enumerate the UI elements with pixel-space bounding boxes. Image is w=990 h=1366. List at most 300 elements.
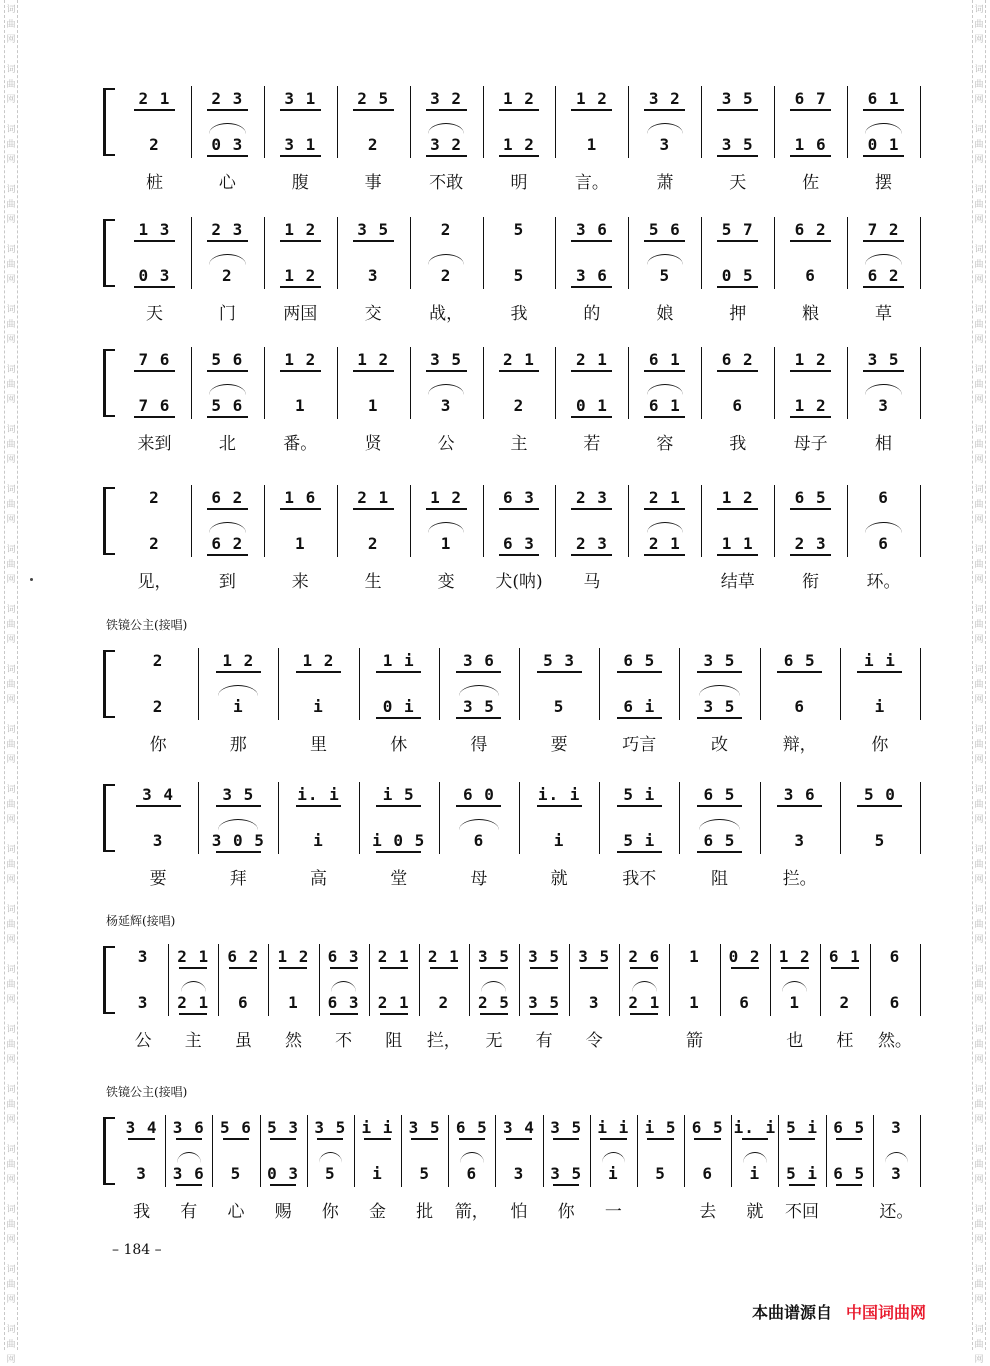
lyric-syllable: 箭 [685,1031,703,1051]
eighth-note-beam [280,508,321,510]
watermark-glyph: 网 [974,35,984,45]
upper-measure-notes: 6 2 [794,219,827,239]
upper-measure-notes: 1 2 [284,219,317,239]
bar-line [701,485,702,557]
lyric-syllable: 衔 [802,572,820,592]
watermark-glyph: 网 [974,995,984,1005]
eighth-note-beam [353,240,394,242]
bar-line [569,944,570,1016]
upper-measure-notes: 2 [152,650,164,670]
lyric-syllable: 拜 [229,869,247,889]
lyric-syllable: 得 [470,735,488,755]
watermark-glyph: 曲 [6,140,16,150]
lower-measure-notes: 5 [324,1163,336,1183]
slur-mark [218,819,258,830]
lyric-syllable: 我不 [622,869,657,889]
bar-line [469,944,470,1016]
bar-line [847,86,848,158]
eighth-note-beam [697,717,742,719]
watermark-glyph: 词 [6,665,16,675]
eighth-note-beam [717,240,758,242]
watermark-glyph: 网 [6,755,16,765]
lyric-syllable: 环。 [866,572,901,592]
upper-measure-notes: 1 3 [138,219,171,239]
slur-mark [481,981,506,992]
lower-measure-notes: 3 0 5 [211,830,265,850]
lyric-syllable: 枉 [836,1031,854,1051]
slur-mark [865,384,901,395]
eighth-note-beam [644,508,685,510]
watermark-glyph: 曲 [974,680,984,690]
eighth-note-beam [571,370,612,372]
eighth-note-beam [553,1184,579,1186]
watermark-glyph: 词 [6,185,16,195]
eighth-note-beam [644,370,685,372]
bar-line [218,944,219,1016]
lower-voice-row [100,263,920,287]
slur-mark [209,254,245,265]
eighth-note-beam [863,240,904,242]
upper-measure-notes: 3 5 [408,1117,441,1137]
eighth-note-beam [411,1138,437,1140]
eighth-note-beam [296,671,341,673]
watermark-glyph: 网 [6,1055,16,1065]
eighth-note-beam [480,967,508,969]
watermark-glyph: 网 [974,1295,984,1305]
lyric-syllable: 相 [875,434,893,454]
upper-measure-notes: 3 5 [314,1117,347,1137]
lyric-syllable: 天 [729,173,747,193]
lower-measure-notes: 6 i [623,696,656,716]
lower-measure-notes: 3 5 [550,1163,583,1183]
lyric-syllable: 我 [510,304,528,324]
eighth-note-beam [600,1138,626,1140]
eighth-note-beam [617,805,662,807]
lower-measure-notes: 0 3 [138,265,171,285]
watermark-glyph: 网 [6,335,16,345]
lyric-syllable: 要 [149,869,167,889]
watermark-glyph: 曲 [974,1280,984,1290]
eighth-note-beam [836,1138,862,1140]
watermark-glyph: 曲 [6,440,16,450]
eighth-note-beam [207,155,248,157]
upper-measure-notes: 5 [513,219,525,239]
slur-mark [209,522,245,533]
lower-measure-notes: 2 3 [575,533,608,553]
lower-measure-notes: 5 i [786,1163,818,1183]
bar-line [920,86,921,158]
eighth-note-beam [136,805,181,807]
lyric-syllable: 的 [583,304,601,324]
lower-measure-notes: i [608,1163,619,1183]
watermark-glyph: 曲 [974,1340,984,1350]
eighth-note-beam [279,967,307,969]
watermark-glyph: 网 [974,1235,984,1245]
watermark-glyph: 词 [6,1325,16,1335]
lyric-syllable: 要 [550,735,568,755]
watermark-glyph: 网 [6,95,16,105]
watermark-glyph: 词 [6,65,16,75]
lower-measure-notes: 2 [513,395,525,415]
bar-line [920,944,921,1016]
lyric-syllable: 主 [510,434,528,454]
eighth-note-beam [499,370,540,372]
eighth-note-beam [456,805,501,807]
bar-line [410,485,411,557]
eighth-note-beam [789,1184,815,1186]
lower-measure-notes: 2 [438,992,450,1012]
bar-line [628,485,629,557]
upper-measure-notes: 3 6 [575,219,608,239]
lyric-syllable: 一 [604,1202,622,1222]
lower-measure-notes: 2 [149,533,160,553]
source-credit[interactable] [752,1300,926,1323]
slur-mark [181,981,206,992]
eighth-note-beam [717,286,758,288]
watermark-glyph: 曲 [6,200,16,210]
upper-measure-notes: 2 1 [648,487,681,507]
lyric-syllable: 心 [227,1202,245,1222]
slur-mark [865,254,901,265]
lower-measure-notes: 5 i [623,830,656,850]
watermark-glyph: 曲 [974,260,984,270]
watermark-glyph: 词 [6,725,16,735]
bar-line [191,485,192,557]
upper-measure-notes: 5 6 [219,1117,252,1137]
upper-measure-notes: 3 [137,946,149,966]
bar-line [731,1115,732,1187]
lyric-syllable: 赐 [274,1202,292,1222]
bar-line [359,648,360,720]
watermark-glyph: 曲 [974,800,984,810]
lower-measure-notes: 2 [440,265,452,285]
lower-measure-notes: 3 [659,134,671,154]
bar-line [354,1115,355,1187]
eighth-note-beam [537,671,582,673]
eighth-note-beam [426,508,467,510]
watermark-glyph: 词 [974,1265,984,1275]
bar-line [191,347,192,419]
eighth-note-beam [380,967,408,969]
lower-measure-notes: 3 [513,1163,525,1183]
watermark-glyph: 网 [6,575,16,585]
bar-line [483,485,484,557]
eighth-note-beam [742,1138,768,1140]
eighth-note-beam [207,416,248,418]
watermark-glyph: 曲 [6,920,16,930]
lower-measure-notes: 0 1 [575,395,608,415]
lyric-syllable: 母 [470,869,488,889]
eighth-note-beam [831,967,859,969]
watermark-glyph: 网 [974,815,984,825]
bar-line [555,347,556,419]
watermark-glyph: 词 [974,1325,984,1335]
lower-measure-notes: 0 3 [267,1163,300,1183]
lyric-syllable: 见， [137,572,172,592]
eighth-note-beam [430,967,458,969]
upper-measure-notes: 3 4 [503,1117,535,1137]
watermark-glyph: 曲 [6,560,16,570]
eighth-note-beam [216,805,261,807]
lower-measure-notes: 3 5 [462,696,495,716]
eighth-note-beam [426,370,467,372]
upper-measure-notes: 2 6 [628,946,661,966]
stray-dot [30,578,33,581]
upper-measure-notes: 2 3 [211,219,244,239]
lyric-syllable: 马 [583,572,601,592]
upper-measure-notes: 6 7 [794,88,827,108]
watermark-glyph: 网 [6,995,16,1005]
watermark-glyph: 曲 [974,920,984,930]
bar-line [920,217,921,289]
slur-mark [428,384,464,395]
upper-measure-notes: 2 1 [377,946,410,966]
lower-measure-notes: 2 [149,134,160,154]
watermark-glyph: 曲 [974,1040,984,1050]
lower-measure-notes: 1 [789,992,800,1012]
lower-measure-notes: 2 [222,265,233,285]
lyric-syllable: 你 [871,735,889,755]
upper-measure-notes: 1 2 [794,349,827,369]
watermark-glyph: 词 [974,305,984,315]
watermark-glyph: 词 [974,245,984,255]
watermark-glyph: 词 [974,665,984,675]
bar-line [410,217,411,289]
eighth-note-beam [617,671,662,673]
watermark-glyph: 曲 [6,20,16,30]
upper-measure-notes: 3 4 [142,784,175,804]
eighth-note-beam [790,370,831,372]
lower-measure-notes: 0 1 [867,134,900,154]
lyric-syllable: 批 [416,1202,434,1222]
lower-measure-notes: 3 5 [721,134,754,154]
watermark-glyph: 词 [6,485,16,495]
slur-mark [209,123,245,134]
watermark-glyph: 网 [974,335,984,345]
upper-measure-notes: 3 5 [703,650,736,670]
bar-line [419,944,420,1016]
lower-measure-notes: i [553,830,565,850]
lyric-syllable: 来到 [137,434,172,454]
bar-line [720,944,721,1016]
upper-voice-row [100,1115,920,1139]
watermark-glyph: 网 [6,1355,16,1365]
watermark-glyph: 词 [6,305,16,315]
bar-line [519,782,520,854]
upper-voice-row [100,217,920,241]
lyric-syllable: 阻 [385,1031,403,1051]
upper-measure-notes: 1 2 [302,650,335,670]
bar-line [774,485,775,557]
lower-measure-notes: 1 [586,134,598,154]
bar-line [448,1115,449,1187]
bar-line [628,217,629,289]
bar-line [920,782,921,854]
watermark-glyph: 曲 [974,500,984,510]
bar-line [264,86,265,158]
watermark-glyph: 网 [974,755,984,765]
upper-measure-notes: 3 5 [528,946,561,966]
watermark-glyph: 词 [974,185,984,195]
watermark-glyph: 词 [974,5,984,15]
lower-measure-notes: 6 2 [867,265,900,285]
lyric-syllable: 公 [134,1031,152,1051]
lower-measure-notes: 6 5 [703,830,736,850]
lyric-syllable: 到 [218,572,236,592]
upper-measure-notes: 7 6 [138,349,171,369]
bar-line [873,1115,874,1187]
lyric-syllable: 辩， [782,735,817,755]
lower-measure-notes: 6 [466,1163,478,1183]
role-label: 铁镜公主(接唱) [106,618,188,632]
score-system [100,347,920,459]
lower-measure-notes: 6 [889,992,901,1012]
watermark-glyph: 网 [6,455,16,465]
bar-line [679,782,680,854]
eighth-note-beam [790,554,831,556]
eighth-note-beam [216,671,261,673]
lower-measure-notes: 6 [878,533,889,553]
eighth-note-beam [644,109,685,111]
watermark-glyph: 曲 [6,380,16,390]
bar-line [439,782,440,854]
eighth-note-beam [863,109,904,111]
lyric-syllable: 虽 [234,1031,252,1051]
upper-measure-notes: 2 [440,219,452,239]
lyric-syllable: 巧言 [622,735,657,755]
page-number: – 184 – [112,1242,162,1258]
bar-line [337,347,338,419]
upper-measure-notes: 2 3 [575,487,608,507]
watermark-glyph: 词 [6,1085,16,1095]
lower-measure-notes: 5 [659,265,671,285]
upper-measure-notes: 3 5 [357,219,390,239]
lyric-syllable: 阻 [711,869,728,889]
lower-measure-notes: 3 [136,1163,147,1183]
lyric-syllable: 变 [437,572,455,592]
upper-measure-notes: 2 1 [177,946,210,966]
lower-measure-notes: 0 5 [721,265,754,285]
bar-line [264,347,265,419]
upper-measure-notes: 2 1 [427,946,460,966]
watermark-glyph: 曲 [6,1100,16,1110]
role-label: 铁镜公主(接唱) [106,1085,188,1099]
slur-mark [459,685,499,696]
eighth-note-beam [644,554,685,556]
eighth-note-beam [229,967,257,969]
watermark-glyph: 曲 [6,860,16,870]
eighth-note-beam [790,240,831,242]
eighth-note-beam [176,1184,202,1186]
eighth-note-beam [270,1138,296,1140]
eighth-note-beam [134,109,175,111]
lyric-syllable: 交 [364,304,382,324]
eighth-note-beam [207,240,248,242]
slur-mark [460,1152,484,1163]
eighth-note-beam [216,851,261,853]
lyric-syllable: 若 [583,434,601,454]
lower-measure-notes: 3 6 [172,1163,205,1183]
lower-measure-notes: 5 [874,830,886,850]
lyric-syllable: 你 [321,1202,339,1222]
watermark-glyph: 词 [6,1205,16,1215]
upper-measure-notes: 6 1 [648,349,681,369]
watermark-glyph: 曲 [6,260,16,270]
lyrics-row [100,730,920,755]
watermark-glyph: 曲 [974,980,984,990]
watermark-glyph: 词 [6,605,16,615]
eighth-note-beam [207,109,248,111]
lyric-syllable: 还。 [879,1202,914,1222]
lyric-syllable: 两国 [283,304,318,324]
eighth-note-beam [630,967,658,969]
lower-measure-notes: 2 1 [648,533,681,553]
upper-measure-notes: 1 2 [575,88,608,108]
watermark-glyph: 网 [974,1355,984,1365]
lyric-syllable: 怕 [510,1202,528,1222]
watermark-glyph: 曲 [974,440,984,450]
eighth-note-beam [580,967,608,969]
watermark-glyph: 网 [974,1175,984,1185]
lower-measure-notes: 6 3 [327,992,360,1012]
watermark-glyph: 曲 [974,1160,984,1170]
lyrics-row [100,567,920,592]
lyric-syllable: 腹 [291,173,309,193]
lyric-syllable: 也 [786,1031,804,1051]
eighth-note-beam [630,1013,658,1015]
lower-measure-notes: 5 [419,1163,430,1183]
watermark-glyph: 网 [6,1175,16,1185]
score-system [100,485,920,597]
lyric-syllable: 主 [184,1031,202,1051]
source-site-link[interactable]: 中国词曲网 [846,1303,927,1322]
eighth-note-beam [134,286,175,288]
watermark-glyph: 曲 [6,620,16,630]
watermark-glyph: 词 [974,545,984,555]
watermark-glyph: 网 [6,395,16,405]
eighth-note-beam [456,717,501,719]
bar-line [760,648,761,720]
watermark-glyph: 网 [974,1115,984,1125]
slur-mark [319,1152,343,1163]
lower-measure-notes: 6 1 [648,395,681,415]
eighth-note-beam [426,109,467,111]
lyric-syllable: 草 [875,304,893,324]
watermark-glyph: 网 [974,215,984,225]
lyric-syllable: 萧 [656,173,674,193]
upper-measure-notes: 2 1 [503,349,535,369]
lower-voice-row [100,393,920,417]
eighth-note-beam [380,1013,408,1015]
upper-measure-notes: 5 i [623,784,656,804]
upper-measure-notes: 1 [689,946,700,966]
upper-measure-notes: i 5 [644,1117,677,1137]
score-system [100,944,920,1056]
watermark-glyph: 词 [6,5,16,15]
lower-measure-notes: 2 1 [628,992,661,1012]
lower-measure-notes: 3 [152,830,164,850]
upper-measure-notes: 6 2 [211,487,244,507]
upper-measure-notes: 2 1 [357,487,390,507]
bar-line [847,217,848,289]
watermark-glyph: 曲 [974,1100,984,1110]
watermark-glyph: 网 [974,95,984,105]
lyric-syllable: 言。 [574,173,609,193]
watermark-glyph: 词 [974,1025,984,1035]
lyric-syllable: 门 [218,304,236,324]
watermark-glyph: 曲 [974,140,984,150]
eighth-note-beam [617,851,662,853]
